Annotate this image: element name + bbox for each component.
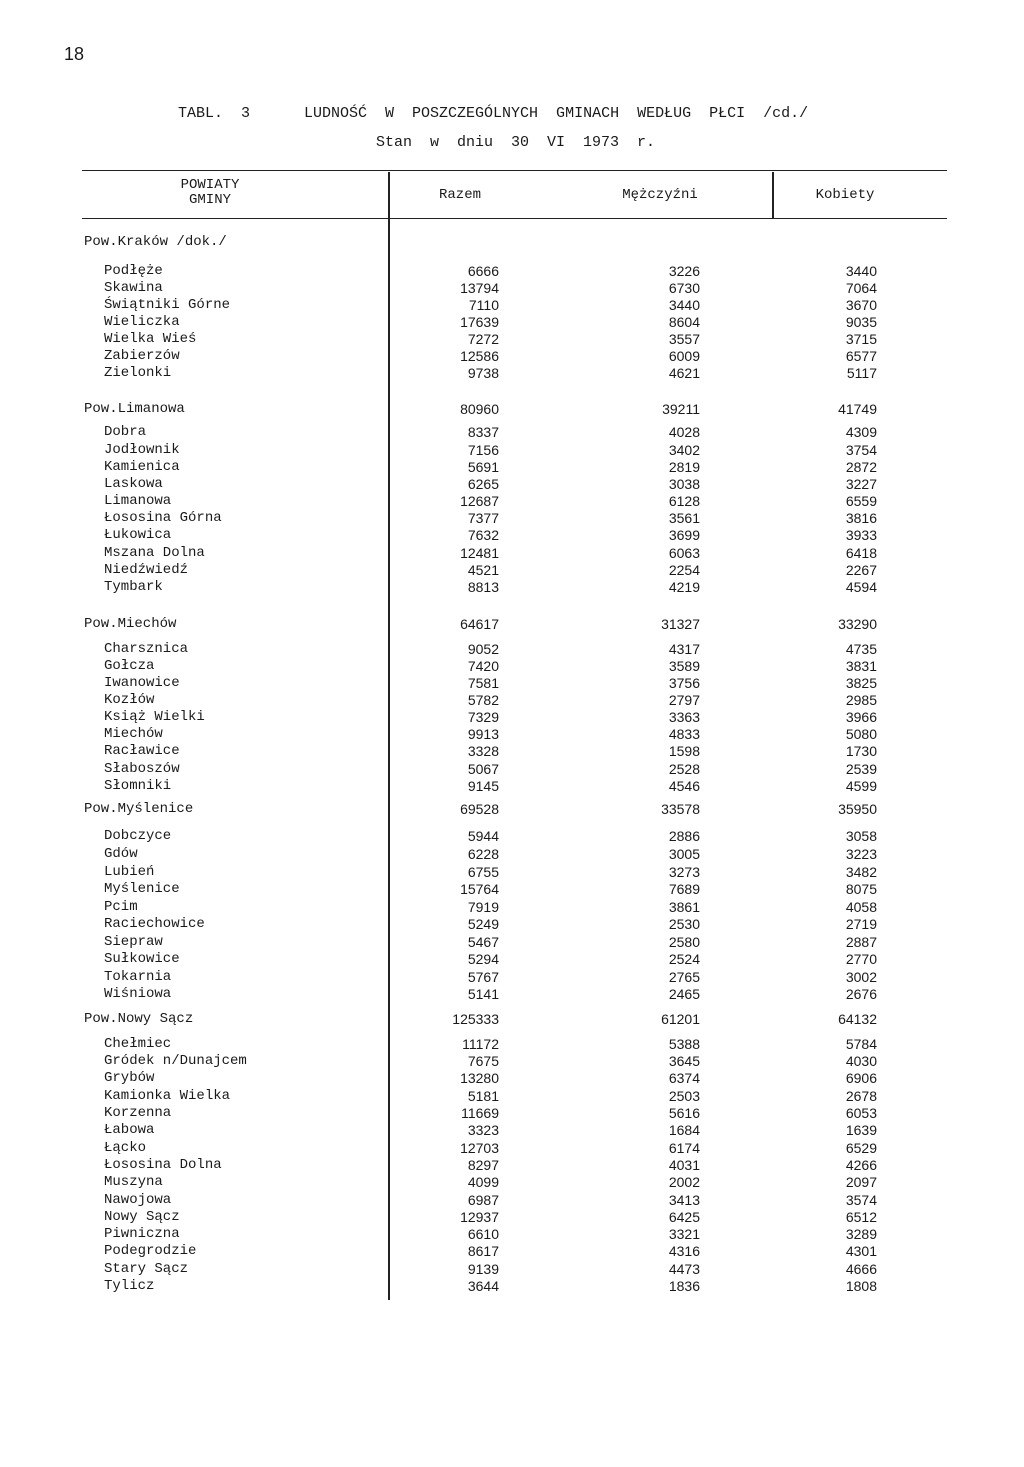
razem-value: 13794 bbox=[460, 280, 499, 296]
kobiety-value: 4030 bbox=[845, 1053, 877, 1069]
razem-value: 17639 bbox=[460, 314, 499, 330]
kobiety-value: 3825 bbox=[845, 675, 877, 691]
mezczyzni-value: 4219 bbox=[668, 579, 700, 595]
razem-value: 80960 bbox=[460, 401, 499, 417]
gmina-name: Myślenice bbox=[104, 881, 180, 897]
table-row bbox=[0, 526, 1024, 544]
gmina-name: Jodłownik bbox=[104, 442, 180, 458]
table-row bbox=[0, 950, 1024, 968]
mezczyzni-value: 2530 bbox=[668, 916, 700, 932]
table-row bbox=[0, 898, 1024, 916]
kobiety-value: 1639 bbox=[845, 1122, 877, 1138]
kobiety-value: 4594 bbox=[845, 579, 877, 595]
header-kobiety: Kobiety bbox=[815, 187, 875, 203]
kobiety-value: 3966 bbox=[845, 709, 877, 725]
header-bottom-rule bbox=[82, 218, 947, 219]
header-powiaty: POWIATY bbox=[180, 177, 240, 193]
razem-value: 9052 bbox=[467, 641, 499, 657]
razem-value: 7632 bbox=[467, 527, 499, 543]
razem-value: 12687 bbox=[460, 493, 499, 509]
gmina-name: Dobczyce bbox=[104, 828, 172, 844]
razem-value: 7675 bbox=[467, 1053, 499, 1069]
kobiety-value: 2676 bbox=[845, 986, 877, 1002]
table-row bbox=[0, 1087, 1024, 1105]
kobiety-value: 3002 bbox=[845, 969, 877, 985]
kobiety-value: 6053 bbox=[845, 1105, 877, 1121]
razem-value: 5767 bbox=[467, 969, 499, 985]
mezczyzni-value: 8604 bbox=[668, 314, 700, 330]
mezczyzni-value: 5388 bbox=[668, 1036, 700, 1052]
mezczyzni-value: 3756 bbox=[668, 675, 700, 691]
gmina-name: Nawojowa bbox=[104, 1192, 172, 1208]
gmina-name: Iwanowice bbox=[104, 675, 180, 691]
mezczyzni-value: 39211 bbox=[662, 401, 700, 417]
mezczyzni-value: 6730 bbox=[668, 280, 700, 296]
mezczyzni-value: 2465 bbox=[668, 986, 700, 1002]
gmina-name: Łącko bbox=[104, 1140, 147, 1156]
razem-value: 7581 bbox=[467, 675, 499, 691]
razem-value: 8813 bbox=[467, 579, 499, 595]
gmina-name: Łabowa bbox=[104, 1122, 155, 1138]
mezczyzni-value: 1836 bbox=[668, 1278, 700, 1294]
table-row bbox=[0, 1104, 1024, 1122]
gmina-name: Podegrodzie bbox=[104, 1243, 197, 1259]
razem-value: 6987 bbox=[467, 1192, 499, 1208]
table-row bbox=[0, 313, 1024, 331]
gmina-name: Łukowica bbox=[104, 527, 172, 543]
kobiety-value: 6529 bbox=[845, 1140, 877, 1156]
table-row bbox=[0, 708, 1024, 726]
table-row bbox=[0, 863, 1024, 881]
kobiety-value: 6577 bbox=[845, 348, 877, 364]
kobiety-value: 2719 bbox=[845, 916, 877, 932]
gmina-name: Siepraw bbox=[104, 934, 163, 950]
kobiety-value: 3440 bbox=[845, 263, 877, 279]
mezczyzni-value: 3038 bbox=[668, 476, 700, 492]
mezczyzni-value: 3402 bbox=[668, 442, 700, 458]
table-row bbox=[0, 985, 1024, 1003]
razem-value: 11669 bbox=[461, 1105, 499, 1121]
kobiety-value: 5117 bbox=[846, 365, 877, 381]
kobiety-value: 4266 bbox=[845, 1157, 877, 1173]
powiat-row bbox=[0, 233, 1024, 251]
kobiety-value: 3754 bbox=[845, 442, 877, 458]
table-row bbox=[0, 441, 1024, 459]
mezczyzni-value: 6174 bbox=[668, 1140, 700, 1156]
gmina-name: Korzenna bbox=[104, 1105, 172, 1121]
kobiety-value: 3223 bbox=[845, 846, 877, 862]
mezczyzni-value: 6128 bbox=[668, 493, 700, 509]
gmina-name: Pow.Nowy Sącz bbox=[84, 1011, 194, 1027]
razem-value: 11172 bbox=[462, 1036, 499, 1052]
table-row bbox=[0, 1139, 1024, 1157]
razem-value: 5294 bbox=[467, 951, 499, 967]
table-subtitle: Stan w dniu 30 VI 1973 r. bbox=[376, 134, 656, 151]
kobiety-value: 35950 bbox=[838, 801, 877, 817]
razem-value: 9913 bbox=[467, 726, 499, 742]
gmina-name: Słaboszów bbox=[104, 761, 180, 777]
table-row bbox=[0, 1173, 1024, 1191]
table-row bbox=[0, 475, 1024, 493]
kobiety-value: 3227 bbox=[845, 476, 877, 492]
powiat-row bbox=[0, 800, 1024, 818]
mezczyzni-value: 1598 bbox=[668, 743, 700, 759]
header-razem: Razem bbox=[438, 187, 481, 203]
razem-value: 5141 bbox=[467, 986, 499, 1002]
kobiety-value: 3482 bbox=[845, 864, 877, 880]
gmina-name: Wielka Wieś bbox=[104, 331, 197, 347]
kobiety-value: 9035 bbox=[845, 314, 877, 330]
gmina-name: Słomniki bbox=[104, 778, 172, 794]
table-row bbox=[0, 544, 1024, 562]
mezczyzni-value: 5616 bbox=[668, 1105, 700, 1121]
table-row bbox=[0, 330, 1024, 348]
mezczyzni-value: 6063 bbox=[668, 545, 700, 561]
gmina-name: Wieliczka bbox=[104, 314, 180, 330]
gmina-name: Kozłów bbox=[104, 692, 155, 708]
kobiety-value: 33290 bbox=[838, 616, 877, 632]
razem-value: 69528 bbox=[460, 801, 499, 817]
gmina-name: Chełmiec bbox=[104, 1036, 172, 1052]
column-divider-header bbox=[772, 172, 774, 218]
razem-value: 4099 bbox=[467, 1174, 499, 1190]
gmina-name: Lubień bbox=[104, 864, 155, 880]
gmina-name: Pow.Kraków /dok./ bbox=[84, 234, 227, 250]
gmina-name: Charsznica bbox=[104, 641, 189, 657]
gmina-name: Stary Sącz bbox=[104, 1261, 189, 1277]
kobiety-value: 3289 bbox=[845, 1226, 877, 1242]
table-row bbox=[0, 561, 1024, 579]
mezczyzni-value: 3413 bbox=[668, 1192, 700, 1208]
table-row bbox=[0, 827, 1024, 845]
gmina-name: Tylicz bbox=[104, 1278, 155, 1294]
kobiety-value: 6906 bbox=[845, 1070, 877, 1086]
kobiety-value: 41749 bbox=[838, 401, 877, 417]
razem-value: 5249 bbox=[467, 916, 499, 932]
gmina-name: Tymbark bbox=[104, 579, 163, 595]
mezczyzni-value: 2528 bbox=[668, 761, 700, 777]
mezczyzni-value: 3557 bbox=[668, 331, 700, 347]
table-row bbox=[0, 262, 1024, 280]
table-row bbox=[0, 578, 1024, 596]
mezczyzni-value: 31327 bbox=[661, 616, 700, 632]
razem-value: 3323 bbox=[467, 1122, 499, 1138]
gmina-name: Kamionka Wielka bbox=[104, 1088, 231, 1104]
table-row bbox=[0, 777, 1024, 795]
kobiety-value: 5784 bbox=[845, 1036, 877, 1052]
razem-value: 7420 bbox=[467, 658, 499, 674]
gmina-name: Skawina bbox=[104, 280, 163, 296]
kobiety-value: 6512 bbox=[845, 1209, 877, 1225]
table-row bbox=[0, 1225, 1024, 1243]
mezczyzni-value: 7689 bbox=[668, 881, 700, 897]
kobiety-value: 4309 bbox=[845, 424, 877, 440]
table-row bbox=[0, 674, 1024, 692]
mezczyzni-value: 2886 bbox=[668, 828, 700, 844]
table-row bbox=[0, 279, 1024, 297]
gmina-name: Mszana Dolna bbox=[104, 545, 205, 561]
table-row bbox=[0, 1208, 1024, 1226]
razem-value: 8617 bbox=[467, 1243, 499, 1259]
razem-value: 8297 bbox=[467, 1157, 499, 1173]
table-row bbox=[0, 492, 1024, 510]
mezczyzni-value: 61201 bbox=[661, 1011, 700, 1027]
header-mezczyzni: Mężczyźni bbox=[622, 187, 698, 203]
razem-value: 7156 bbox=[467, 442, 499, 458]
mezczyzni-value: 3589 bbox=[668, 658, 700, 674]
mezczyzni-value: 4546 bbox=[668, 778, 700, 794]
gmina-name: Łososina Górna bbox=[104, 510, 222, 526]
table-row bbox=[0, 760, 1024, 778]
kobiety-value: 2770 bbox=[845, 951, 877, 967]
razem-value: 15764 bbox=[460, 881, 499, 897]
table-title: TABL. 3 LUDNOŚĆ W POSZCZEGÓLNYCH GMINACH WEDŁUG PŁCI /cd./ bbox=[178, 105, 809, 122]
mezczyzni-value: 33578 bbox=[661, 801, 700, 817]
razem-value: 7329 bbox=[467, 709, 499, 725]
mezczyzni-value: 3645 bbox=[668, 1053, 700, 1069]
table-row bbox=[0, 880, 1024, 898]
razem-value: 6610 bbox=[467, 1226, 499, 1242]
mezczyzni-value: 6374 bbox=[668, 1070, 700, 1086]
table-row bbox=[0, 1156, 1024, 1174]
kobiety-value: 3715 bbox=[845, 331, 877, 347]
gmina-name: Gródek n/Dunajcem bbox=[104, 1053, 247, 1069]
table-row bbox=[0, 1052, 1024, 1070]
table-row bbox=[0, 691, 1024, 709]
table-row bbox=[0, 1069, 1024, 1087]
table-row bbox=[0, 933, 1024, 951]
table-row bbox=[0, 1035, 1024, 1053]
header-names bbox=[150, 178, 270, 208]
table-row bbox=[0, 509, 1024, 527]
razem-value: 9145 bbox=[467, 778, 499, 794]
kobiety-value: 4735 bbox=[845, 641, 877, 657]
mezczyzni-value: 1684 bbox=[668, 1122, 700, 1138]
razem-value: 13280 bbox=[460, 1070, 499, 1086]
table-row bbox=[0, 1277, 1024, 1295]
mezczyzni-value: 3363 bbox=[668, 709, 700, 725]
kobiety-value: 2887 bbox=[845, 934, 877, 950]
mezczyzni-value: 3861 bbox=[668, 899, 700, 915]
gmina-name: Książ Wielki bbox=[104, 709, 205, 725]
table-row bbox=[0, 1242, 1024, 1260]
table-row bbox=[0, 968, 1024, 986]
kobiety-value: 4301 bbox=[845, 1243, 877, 1259]
mezczyzni-value: 4621 bbox=[668, 365, 700, 381]
mezczyzni-value: 2765 bbox=[668, 969, 700, 985]
kobiety-value: 7064 bbox=[845, 280, 877, 296]
mezczyzni-value: 3005 bbox=[668, 846, 700, 862]
gmina-name: Limanowa bbox=[104, 493, 172, 509]
page-number: 18 bbox=[64, 44, 85, 64]
mezczyzni-value: 2254 bbox=[668, 562, 700, 578]
gmina-name: Niedźwiedź bbox=[104, 562, 189, 578]
gmina-name: Pow.Limanowa bbox=[84, 401, 185, 417]
gmina-name: Gdów bbox=[104, 846, 138, 862]
razem-value: 6265 bbox=[467, 476, 499, 492]
gmina-name: Miechów bbox=[104, 726, 163, 742]
razem-value: 3644 bbox=[467, 1278, 499, 1294]
kobiety-value: 6418 bbox=[845, 545, 877, 561]
kobiety-value: 3831 bbox=[845, 658, 877, 674]
kobiety-value: 4058 bbox=[845, 899, 877, 915]
table-top-rule bbox=[82, 170, 947, 171]
gmina-name: Zabierzów bbox=[104, 348, 180, 364]
mezczyzni-value: 3561 bbox=[668, 510, 700, 526]
razem-value: 5691 bbox=[467, 459, 499, 475]
razem-value: 9139 bbox=[467, 1261, 499, 1277]
gmina-name: Dobra bbox=[104, 424, 147, 440]
table-row bbox=[0, 725, 1024, 743]
gmina-name: Muszyna bbox=[104, 1174, 163, 1190]
kobiety-value: 6559 bbox=[845, 493, 877, 509]
razem-value: 9738 bbox=[467, 365, 499, 381]
kobiety-value: 3574 bbox=[845, 1192, 877, 1208]
mezczyzni-value: 6425 bbox=[668, 1209, 700, 1225]
mezczyzni-value: 3440 bbox=[668, 297, 700, 313]
kobiety-value: 4599 bbox=[845, 778, 877, 794]
kobiety-value: 2985 bbox=[845, 692, 877, 708]
kobiety-value: 1808 bbox=[845, 1278, 877, 1294]
razem-value: 5467 bbox=[467, 934, 499, 950]
gmina-name: Pow.Myślenice bbox=[84, 801, 194, 817]
gmina-name: Nowy Sącz bbox=[104, 1209, 180, 1225]
kobiety-value: 8075 bbox=[845, 881, 877, 897]
razem-value: 3328 bbox=[467, 743, 499, 759]
kobiety-value: 1730 bbox=[845, 743, 877, 759]
mezczyzni-value: 6009 bbox=[668, 348, 700, 364]
table-row bbox=[0, 1121, 1024, 1139]
razem-value: 12586 bbox=[460, 348, 499, 364]
gmina-name: Łososina Dolna bbox=[104, 1157, 222, 1173]
table-row bbox=[0, 845, 1024, 863]
gmina-name: Wiśniowa bbox=[104, 986, 172, 1002]
razem-value: 5181 bbox=[467, 1088, 499, 1104]
header-gminy: GMINY bbox=[188, 192, 231, 208]
mezczyzni-value: 2503 bbox=[668, 1088, 700, 1104]
razem-value: 5782 bbox=[467, 692, 499, 708]
razem-value: 64617 bbox=[460, 616, 499, 632]
gmina-name: Raciechowice bbox=[104, 916, 205, 932]
table-row bbox=[0, 347, 1024, 365]
kobiety-value: 2678 bbox=[845, 1088, 877, 1104]
table-row bbox=[0, 1191, 1024, 1209]
mezczyzni-value: 2797 bbox=[668, 692, 700, 708]
razem-value: 5067 bbox=[467, 761, 499, 777]
kobiety-value: 2539 bbox=[845, 761, 877, 777]
gmina-name: Piwniczna bbox=[104, 1226, 180, 1242]
mezczyzni-value: 4317 bbox=[668, 641, 700, 657]
gmina-name: Kamienica bbox=[104, 459, 180, 475]
kobiety-value: 2872 bbox=[845, 459, 877, 475]
powiat-row bbox=[0, 1010, 1024, 1028]
razem-value: 12481 bbox=[460, 545, 499, 561]
kobiety-value: 3058 bbox=[845, 828, 877, 844]
kobiety-value: 3816 bbox=[845, 510, 877, 526]
gmina-name: Gołcza bbox=[104, 658, 155, 674]
mezczyzni-value: 2002 bbox=[668, 1174, 700, 1190]
razem-value: 125333 bbox=[452, 1011, 499, 1027]
mezczyzni-value: 3226 bbox=[668, 263, 700, 279]
gmina-name: Pow.Miechów bbox=[84, 616, 177, 632]
table-row bbox=[0, 742, 1024, 760]
razem-value: 7272 bbox=[467, 331, 499, 347]
mezczyzni-value: 4028 bbox=[668, 424, 700, 440]
mezczyzni-value: 3699 bbox=[668, 527, 700, 543]
table-row bbox=[0, 915, 1024, 933]
gmina-name: Podłęże bbox=[104, 263, 163, 279]
gmina-name: Racławice bbox=[104, 743, 180, 759]
table-row bbox=[0, 423, 1024, 441]
mezczyzni-value: 2524 bbox=[668, 951, 700, 967]
razem-value: 8337 bbox=[467, 424, 499, 440]
mezczyzni-value: 4473 bbox=[668, 1261, 700, 1277]
table-row bbox=[0, 296, 1024, 314]
razem-value: 4521 bbox=[467, 562, 499, 578]
gmina-name: Zielonki bbox=[104, 365, 172, 381]
mezczyzni-value: 2580 bbox=[668, 934, 700, 950]
mezczyzni-value: 3321 bbox=[668, 1226, 700, 1242]
razem-value: 12703 bbox=[460, 1140, 499, 1156]
mezczyzni-value: 4316 bbox=[668, 1243, 700, 1259]
razem-value: 7377 bbox=[467, 510, 499, 526]
mezczyzni-value: 4031 bbox=[668, 1157, 700, 1173]
razem-value: 7110 bbox=[468, 297, 499, 313]
powiat-row bbox=[0, 400, 1024, 418]
mezczyzni-value: 2819 bbox=[668, 459, 700, 475]
kobiety-value: 3670 bbox=[845, 297, 877, 313]
razem-value: 6755 bbox=[467, 864, 499, 880]
kobiety-value: 2267 bbox=[845, 562, 877, 578]
gmina-name: Świątniki Górne bbox=[104, 297, 231, 313]
razem-value: 6666 bbox=[467, 263, 499, 279]
table-row bbox=[0, 657, 1024, 675]
gmina-name: Tokarnia bbox=[104, 969, 172, 985]
table-row bbox=[0, 1260, 1024, 1278]
gmina-name: Laskowa bbox=[104, 476, 163, 492]
kobiety-value: 5080 bbox=[845, 726, 877, 742]
razem-value: 12937 bbox=[460, 1209, 499, 1225]
gmina-name: Sułkowice bbox=[104, 951, 180, 967]
table-row bbox=[0, 364, 1024, 382]
razem-value: 7919 bbox=[467, 899, 499, 915]
table-row bbox=[0, 458, 1024, 476]
razem-value: 6228 bbox=[467, 846, 499, 862]
razem-value: 5944 bbox=[467, 828, 499, 844]
kobiety-value: 4666 bbox=[845, 1261, 877, 1277]
powiat-row bbox=[0, 615, 1024, 633]
table-row bbox=[0, 640, 1024, 658]
mezczyzni-value: 4833 bbox=[668, 726, 700, 742]
gmina-name: Grybów bbox=[104, 1070, 155, 1086]
mezczyzni-value: 3273 bbox=[668, 864, 700, 880]
kobiety-value: 64132 bbox=[838, 1011, 877, 1027]
gmina-name: Pcim bbox=[104, 899, 138, 915]
kobiety-value: 2097 bbox=[845, 1174, 877, 1190]
kobiety-value: 3933 bbox=[845, 527, 877, 543]
